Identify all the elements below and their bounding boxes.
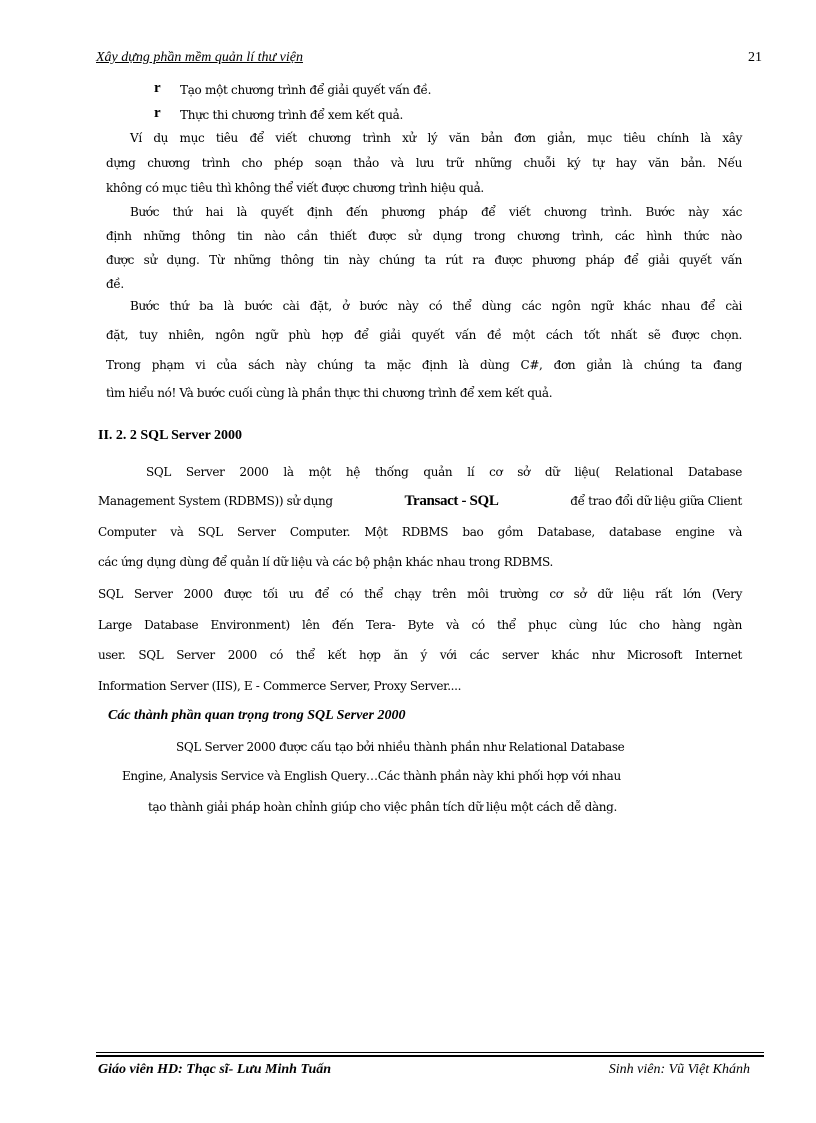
footer-advisor: Giáo viên HD: Thạc sĩ- Lưu Minh Tuấn [98, 1062, 332, 1077]
text-line: SQL Server 2000 được tối ưu để có thể chạy trên môi trường cơ sở dữ liệu rất lớn (Very [98, 587, 742, 601]
bullet-marker: r [154, 105, 161, 121]
text-line: tạo thành giải pháp hoàn chỉnh giúp cho việc phân tích dữ liệu một cách dễ dàng. [148, 800, 617, 814]
text-line: SQL Server 2000 là một hệ thống quản lí cơ sở dữ liệu( Relational Database [146, 465, 742, 479]
bold-term: Transact - SQL [404, 493, 499, 509]
text-line: Engine, Analysis Service và English Query…Các thành phần này khi phối hợp với nhau [122, 769, 621, 783]
footer-divider [96, 1052, 764, 1053]
text-line: đề. [106, 277, 124, 291]
bullet-text: Thực thi chương trình để xem kết quả. [180, 108, 404, 122]
text-line: Bước thứ hai là quyết định đến phương pháp để viết chương trình. Bước này xác [130, 205, 742, 219]
text-line: được sử dụng. Từ những thông tin này chúng ta rút ra được phương pháp để giải quyết vấn [106, 253, 742, 267]
bullet-text: Tạo một chương trình để giải quyết vấn đề. [180, 83, 432, 97]
text-line: Information Server (IIS), E - Commerce Server, Proxy Server.... [98, 679, 462, 693]
text-line: dựng chương trình cho phép soạn thảo và lưu trữ những chuỗi ký tự hay văn bản. Nếu [106, 156, 742, 170]
text-line: các ứng dụng dùng để quản lí dữ liệu và các bộ phận khác nhau trong RDBMS. [98, 555, 553, 569]
footer-divider [96, 1055, 764, 1057]
text-line [98, 491, 742, 511]
text-line: đặt, tuy nhiên, ngôn ngữ phù hợp để giải quyết vấn đề một cách tốt nhất sẽ được chọn. [106, 328, 742, 342]
text-line: tìm hiểu nó! Và bước cuối cùng là phần thực thi chương trình để xem kết quả. [106, 386, 553, 400]
page-number: 21 [748, 50, 762, 65]
text-line: Computer và SQL Server Computer. Một RDBMS bao gồm Database, database engine và [98, 525, 742, 539]
header-title: Xây dựng phần mềm quản lí thư viện [96, 50, 303, 65]
bullet-marker: r [154, 80, 161, 96]
subsection-heading: Các thành phần quan trọng trong SQL Server 2000 [108, 708, 406, 723]
text-line: Ví dụ mục tiêu để viết chương trình xử lý văn bản đơn giản, mục tiêu chính là xây [130, 131, 742, 145]
text-line: Large Database Environment) lên đến Tera- Byte và có thể phục cùng lúc cho hàng ngàn [98, 618, 742, 632]
text-line: Trong phạm vi của sách này chúng ta mặc định là dùng C#, đơn giản là chúng ta đang [106, 358, 742, 372]
page-header [96, 50, 764, 70]
section-heading: II. 2. 2 SQL Server 2000 [98, 428, 243, 443]
footer-student: Sinh viên: Vũ Việt Khánh [608, 1062, 750, 1077]
text-line: SQL Server 2000 được cấu tạo bởi nhiều thành phần như Relational Database [176, 740, 625, 754]
text-segment: Management System (RDBMS)) sử dụng [98, 494, 337, 508]
text-line: Bước thứ ba là bước cài đặt, ở bước này có thể dùng các ngôn ngữ khác nhau để cài [130, 299, 742, 313]
text-line: định những thông tin nào cần thiết được sử dụng trong chương trình, các hình thức nào [106, 229, 742, 243]
text-line: không có mục tiêu thì không thể viết được chương trình hiệu quả. [106, 181, 484, 195]
text-segment: để trao đổi dữ liệu giữa Client [566, 494, 742, 508]
text-line: user. SQL Server 2000 có thể kết hợp ăn ý với các server khác như Microsoft Internet [98, 648, 742, 662]
